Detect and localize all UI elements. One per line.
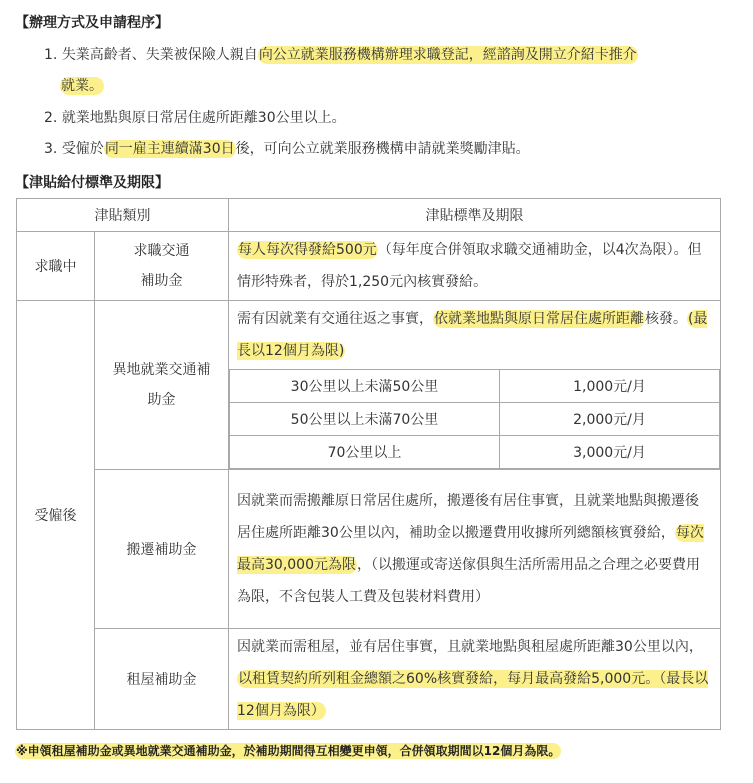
remote-desc bbox=[229, 301, 720, 369]
highlight-text: ※申領租屋補助金或異地就業交通補助金，於補助期間得互相變更申領，合併領取期間以12個月為限。 bbox=[16, 744, 561, 758]
header-standard: 津貼標準及期限 bbox=[229, 199, 721, 232]
tier-row bbox=[230, 403, 720, 436]
table-row bbox=[17, 232, 721, 301]
distance-tier-table bbox=[229, 369, 720, 469]
list-item-1-cont bbox=[60, 70, 104, 102]
header-category: 津貼類別 bbox=[17, 199, 229, 232]
highlight-text: 就業。 bbox=[61, 78, 103, 94]
footnote bbox=[15, 742, 561, 759]
status-employed: 受僱後 bbox=[17, 301, 95, 730]
category-remote-transport bbox=[95, 301, 229, 470]
desc-text: 因就業而需租屋，並有居住事實，且就業地點與租屋處所距離30公里以內， bbox=[237, 639, 703, 655]
category-job-seeking-transport bbox=[95, 232, 229, 301]
status-job-seeking: 求職中 bbox=[17, 232, 95, 301]
desc-text: 需有因就業有交通往返之事實， bbox=[237, 311, 433, 327]
desc-text: ，（以搬運或寄送傢俱與生活所需用品之合理之必要費用為限，不含包裝人工費及包裝材料費用） bbox=[237, 557, 700, 605]
subsidy-table bbox=[16, 198, 721, 730]
item-text: 失業高齡者、失業被保險人親自 bbox=[61, 47, 258, 63]
list-number: 1. bbox=[44, 47, 58, 63]
desc-text: （每年度合併領取求職交通補助金，以4次為限）。但情形特殊者，得於1,250元內核實發給。 bbox=[237, 242, 702, 290]
item-text: 受僱於 bbox=[61, 141, 104, 157]
tier-amount: 1,000元/月 bbox=[500, 370, 720, 403]
list-item-1 bbox=[44, 39, 724, 71]
tier-distance: 50公里以上未滿70公里 bbox=[230, 403, 500, 436]
table-header-row bbox=[17, 199, 721, 232]
list-number: 3. bbox=[44, 141, 58, 157]
list-item-3 bbox=[44, 133, 530, 165]
highlight-text: 以租賃契約所列租金總額之60%核實發給，每月最高發給5,000元。（最長以12個月為限） bbox=[237, 671, 709, 719]
tier-amount: 3,000元/月 bbox=[500, 436, 720, 469]
category-relocation: 搬遷補助金 bbox=[95, 470, 229, 629]
table-row bbox=[17, 470, 721, 629]
highlight-text: 同一雇主連續滿30日 bbox=[104, 141, 235, 157]
category-line: 補助金 bbox=[140, 273, 183, 289]
highlight-text: 每人每次得發給500元 bbox=[238, 242, 377, 258]
category-line: 助金 bbox=[147, 392, 176, 408]
list-number: 2. bbox=[44, 110, 58, 126]
item-text: 就業地點與原日常居住處所距離30公里以上。 bbox=[61, 110, 346, 126]
highlight-text: (最長以12個月為限) bbox=[237, 311, 708, 359]
category-line: 異地就業交通補 bbox=[112, 362, 211, 378]
section-title-standards: 【津貼給付標準及期限】 bbox=[15, 175, 169, 191]
tier-row bbox=[230, 370, 720, 403]
item-text: 後，可向公立就業服務機構申請就業獎勵津貼。 bbox=[235, 141, 530, 157]
desc-text: 因就業而需搬離原日常居住處所，搬遷後有居住事實，且就業地點與搬遷後居住處所距離30公里以內，補助金以搬遷費用收據所列總額核實發給， bbox=[237, 493, 699, 541]
tier-distance: 30公里以上未滿50公里 bbox=[230, 370, 500, 403]
section-title-procedure: 【辦理方式及申請程序】 bbox=[15, 15, 169, 31]
highlight-text: 依就業地點與原日常居住處所距離 bbox=[434, 311, 644, 327]
highlight-text: 向公立就業服務機構辦理求職登記，經諮詢及開立介紹卡推介 bbox=[258, 47, 637, 63]
table-row bbox=[17, 301, 721, 470]
desc-text: 核發。 bbox=[645, 311, 687, 327]
highlight-text: 每次最高30,000元為限 bbox=[237, 525, 704, 573]
standard-rent bbox=[229, 629, 721, 730]
tier-amount: 2,000元/月 bbox=[500, 403, 720, 436]
tier-row bbox=[230, 436, 720, 469]
list-item-2 bbox=[44, 102, 346, 134]
category-line: 求職交通 bbox=[133, 243, 190, 259]
category-rent: 租屋補助金 bbox=[95, 629, 229, 730]
standard-job-seeking bbox=[229, 232, 721, 301]
standard-relocation bbox=[229, 470, 721, 629]
tier-distance: 70公里以上 bbox=[230, 436, 500, 469]
table-row bbox=[17, 629, 721, 730]
standard-remote-transport bbox=[229, 301, 721, 470]
